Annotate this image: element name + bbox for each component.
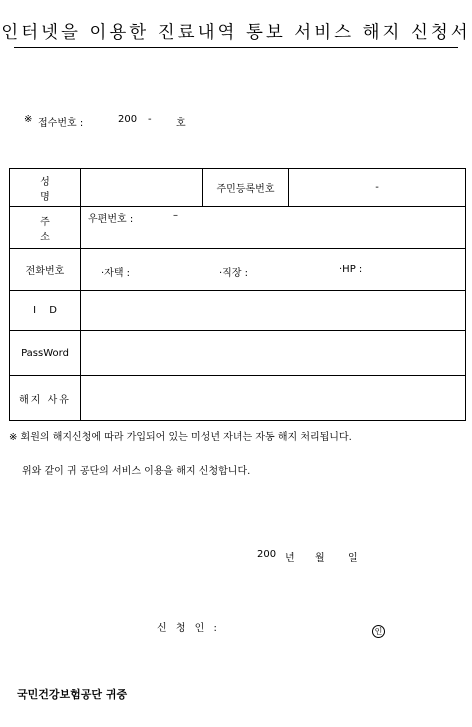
seal-mark (372, 619, 385, 638)
receipt-suffix: 호 (176, 118, 186, 129)
receipt-year-prefix: 200 (118, 114, 138, 125)
password-field[interactable] (81, 331, 466, 376)
receipt-dash: - (148, 114, 152, 125)
reason-row (10, 376, 466, 421)
postal-code-dash: – (173, 210, 178, 221)
date-day-unit: 일 (348, 553, 358, 564)
phone-label: 전화번호 (10, 249, 81, 291)
receipt-number-label: 접수번호 : (38, 118, 84, 129)
seal-icon: 인 (372, 625, 385, 638)
date-year-prefix: 200 (257, 549, 277, 560)
address-row (10, 207, 466, 249)
title-divider (14, 47, 458, 48)
password-row (10, 331, 466, 376)
id-label: I D (10, 291, 81, 331)
phone-field[interactable] (81, 249, 466, 291)
postal-code-label: 우편번호 : (88, 214, 134, 225)
recipient: 국민건강보험공단 귀중 (17, 688, 128, 701)
receipt-mark: ※ (24, 114, 33, 125)
auto-cancel-notice: ※ 회원의 해지신청에 따라 가입되어 있는 미성년 자녀는 자동 해지 처리됩니다. (9, 432, 352, 443)
mobile-phone-label: ·HP : (339, 264, 363, 275)
address-field[interactable] (81, 207, 466, 249)
id-field[interactable] (81, 291, 466, 331)
reason-field[interactable] (81, 376, 466, 421)
resident-number-field[interactable]: - (289, 169, 466, 207)
applicant-label: 신 청 인 : (157, 623, 220, 634)
name-label: 성 명 (10, 169, 81, 207)
name-row (10, 169, 466, 207)
reason-label: 해지 사유 (10, 376, 81, 421)
home-phone-label: ·자택 : (101, 268, 131, 279)
password-label: PassWord (10, 331, 81, 376)
phone-row (10, 249, 466, 291)
work-phone-label: ·직장 : (219, 268, 249, 279)
id-row (10, 291, 466, 331)
request-statement: 위와 같이 귀 공단의 서비스 이용을 해지 신청합니다. (22, 466, 251, 477)
date-month-unit: 월 (315, 553, 325, 564)
resident-number-label: 주민등록번호 (203, 169, 289, 207)
application-form-table (9, 168, 466, 421)
date-year-unit: 년 (285, 553, 295, 564)
name-field[interactable] (81, 169, 203, 207)
address-label: 주 소 (10, 207, 81, 249)
document-title: 인터넷을 이용한 진료내역 통보 서비스 해지 신청서 (1, 23, 471, 43)
